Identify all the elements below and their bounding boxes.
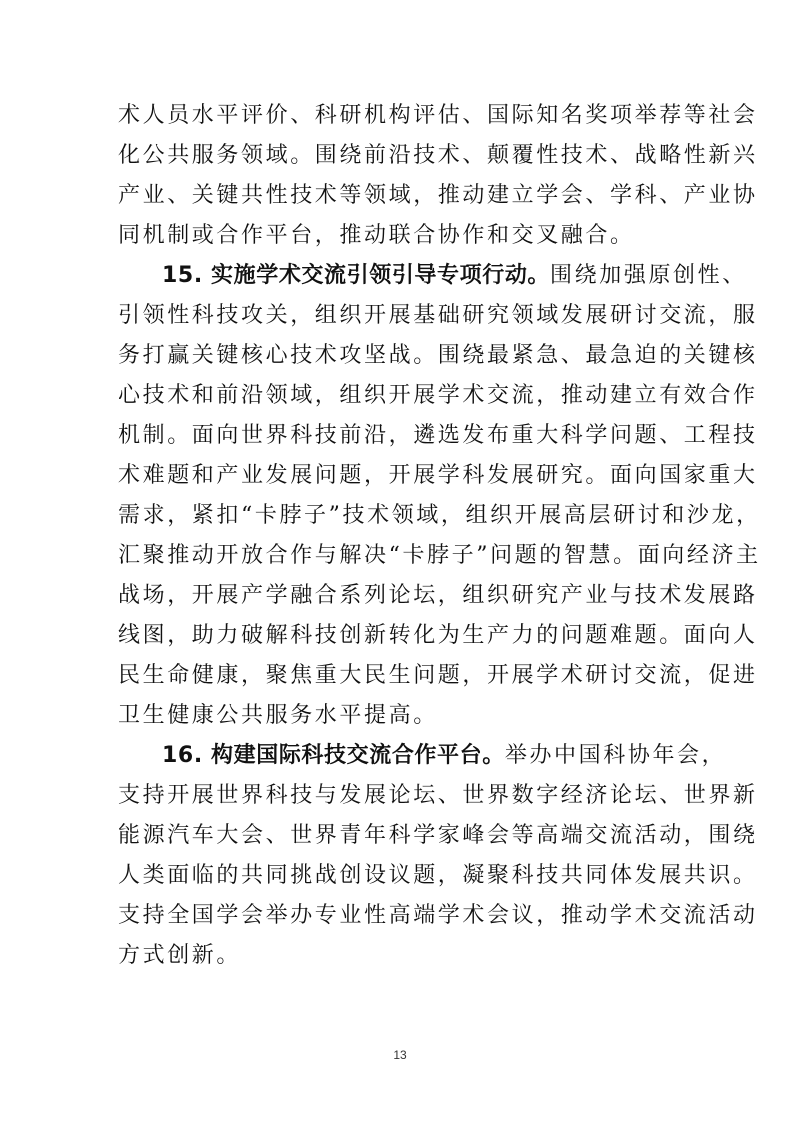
paragraph-line: 能源汽车大会、世界青年科学家峰会等高端交流活动，围绕 xyxy=(118,823,758,848)
paragraph-line: 人类面临的共同挑战创设议题，凝聚科技共同体发展共识。 xyxy=(118,863,758,888)
paragraph-line: 支持全国学会举办专业性高端学术会议，推动学术交流活动 xyxy=(118,903,758,928)
paragraph-line: 方式创新。 xyxy=(118,943,242,968)
paragraph-line: 产业、关键共性技术等领域，推动建立学会、学科、产业协 xyxy=(118,183,758,208)
section-16-heading: 16. 构建国际科技交流合作平台。 xyxy=(162,743,505,768)
section-16-first-line xyxy=(118,736,727,776)
paragraph-line: 务打赢关键核心技术攻坚战。围绕最紧急、最急迫的关键核 xyxy=(118,343,758,368)
section-15-first-line xyxy=(118,256,747,296)
paragraph-line: 战场，开展产学融合系列论坛，组织研究产业与技术发展路 xyxy=(118,583,758,608)
paragraph-line: 心技术和前沿领域，组织开展学术交流，推动建立有效合作 xyxy=(118,383,758,408)
section-15-first-line-text: 围绕加强原创性、 xyxy=(550,263,747,288)
paragraph-line: 同机制或合作平台，推动联合协作和交叉融合。 xyxy=(118,223,635,248)
paragraph-line: 术难题和产业发展问题，开展学科发展研究。面向国家重大 xyxy=(118,463,758,488)
document-body xyxy=(118,96,761,976)
page-number: 13 xyxy=(393,1048,407,1062)
paragraph-line: 汇聚推动开放合作与解决“卡脖子”问题的智慧。面向经济主 xyxy=(118,543,761,568)
paragraph-line: 卫生健康公共服务水平提高。 xyxy=(118,703,438,728)
section-16-first-line-text: 举办中国科协年会， xyxy=(504,743,727,768)
paragraph-line: 术人员水平评价、科研机构评估、国际知名奖项举荐等社会 xyxy=(118,103,758,128)
paragraph-line: 支持开展世界科技与发展论坛、世界数字经济论坛、世界新 xyxy=(118,783,758,808)
paragraph-line: 化公共服务领域。围绕前沿技术、颠覆性技术、战略性新兴 xyxy=(118,143,758,168)
paragraph-line: 民生命健康，聚焦重大民生问题，开展学术研讨交流，促进 xyxy=(118,663,758,688)
paragraph-line: 机制。面向世界科技前沿，遴选发布重大科学问题、工程技 xyxy=(118,423,758,448)
paragraph-line: 线图，助力破解科技创新转化为生产力的问题难题。面向人 xyxy=(118,623,758,648)
paragraph-line: 引领性科技攻关，组织开展基础研究领域发展研讨交流，服 xyxy=(118,303,758,328)
section-15-heading: 15. 实施学术交流引领引导专项行动。 xyxy=(162,263,551,288)
paragraph-line: 需求，紧扣“卡脖子”技术领域，组织开展高层研讨和沙龙， xyxy=(118,503,761,528)
